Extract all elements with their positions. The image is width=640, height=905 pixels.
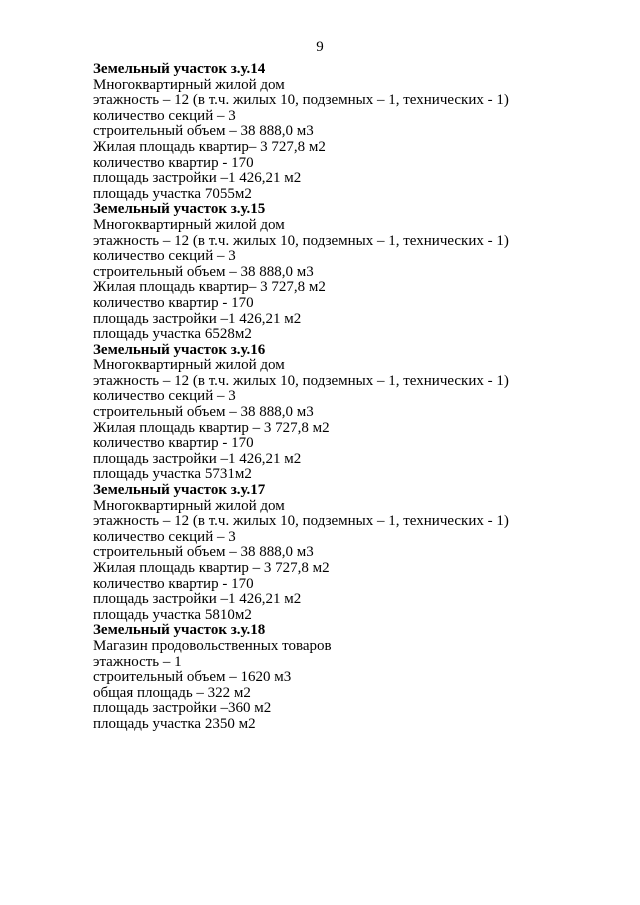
floors-line: этажность – 12 (в т.ч. жилых 10, подземных – 1, технических - 1) [93,232,509,249]
apartments-count-line: количество квартир - 170 [93,294,254,311]
floors-line: этажность – 1 [93,653,182,670]
building-volume-line: строительный объем – 1620 м3 [93,669,292,686]
plot-area-line: площадь участка 5810м2 [93,606,252,623]
living-area-line: Жилая площадь квартир – 3 727,8 м2 [93,560,330,576]
land-plot-section [93,623,613,732]
sections-count-line: количество секций – 3 [93,528,236,545]
living-area-line: Жилая площадь квартир– 3 727,8 м2 [93,138,326,155]
building-type: Многоквартирный жилой дом [93,216,285,233]
built-area-line: площадь застройки –360 м2 [93,700,272,717]
section-heading: Земельный участок з.у.15 [93,201,266,218]
built-area-line: площадь застройки –1 426,21 м2 [93,591,302,608]
plot-area-line: площадь участка 2350 м2 [93,715,256,732]
built-area-line: площадь застройки –1 426,21 м2 [93,310,302,327]
living-area-line: Жилая площадь квартир – 3 727,8 м2 [93,419,330,436]
apartments-count-line: количество квартир - 170 [93,575,254,592]
floors-line: этажность – 12 (в т.ч. жилых 10, подземных – 1, технических - 1) [93,372,509,389]
plot-area-line: площадь участка 6528м2 [93,326,252,343]
land-plot-section [93,343,613,483]
sections-count-line: количество секций – 3 [93,248,236,265]
sections-count-line: количество секций – 3 [93,388,236,405]
apartments-count-line: количество квартир - 170 [93,435,254,452]
building-volume-line: строительный объем – 38 888,0 м3 [93,123,314,140]
building-type: Многоквартирный жилой дом [93,357,285,374]
building-type: Многоквартирный жилой дом [93,76,285,93]
floors-line: этажность – 12 (в т.ч. жилых 10, подземных – 1, технических - 1) [93,513,509,530]
land-plot-section [93,62,613,202]
plot-area-line: площадь участка 7055м2 [93,185,252,202]
total-area-line: общая площадь – 322 м2 [93,684,251,701]
building-volume-line: строительный объем – 38 888,0 м3 [93,404,314,421]
land-plot-section [93,202,613,342]
page-number: 9 [316,39,324,55]
living-area-line: Жилая площадь квартир– 3 727,8 м2 [93,279,326,296]
floors-line: этажность – 12 (в т.ч. жилых 10, подземных – 1, технических - 1) [93,92,509,109]
building-volume-line: строительный объем – 38 888,0 м3 [93,263,314,280]
plot-area-line: площадь участка 5731м2 [93,466,252,483]
land-plot-section [93,483,613,623]
document-body [93,62,613,733]
section-heading: Земельный участок з.у.17 [93,482,266,499]
apartments-count-line: количество квартир - 170 [93,154,254,171]
building-type: Магазин продовольственных товаров [93,637,332,654]
section-heading: Земельный участок з.у.14 [93,61,266,77]
building-type: Многоквартирный жилой дом [93,497,285,514]
building-volume-line: строительный объем – 38 888,0 м3 [93,544,314,561]
built-area-line: площадь застройки –1 426,21 м2 [93,450,302,467]
section-heading: Земельный участок з.у.16 [93,341,266,358]
sections-count-line: количество секций – 3 [93,107,236,124]
section-heading: Земельный участок з.у.18 [93,622,266,639]
built-area-line: площадь застройки –1 426,21 м2 [93,170,302,187]
